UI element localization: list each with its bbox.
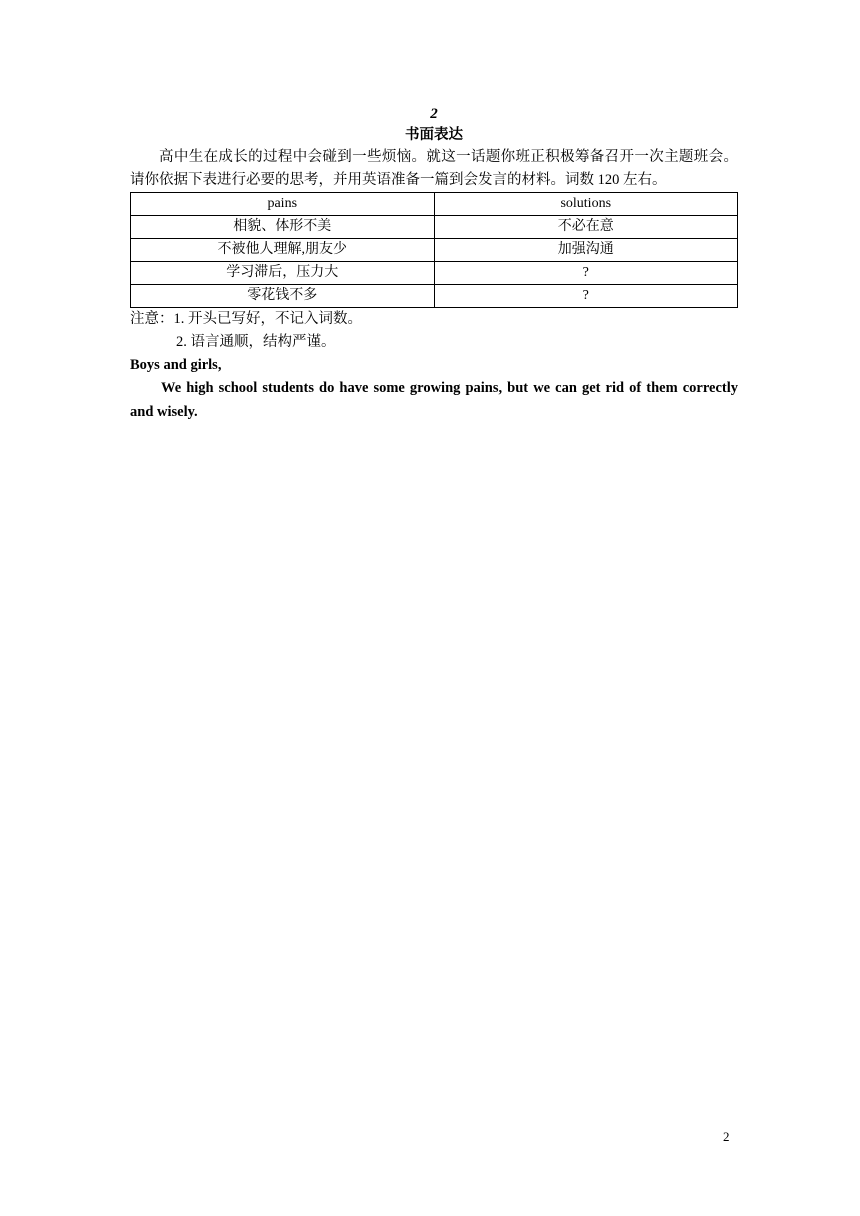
essay-greeting: Boys and girls, [130,357,222,373]
instructions-paragraph: 高中生在成长的过程中会碰到一些烦恼。就这一话题你班正积极筹备召开一次主题班会。请你依据下表进行必要的思考，并用英语准备一篇到会发言的材料。词数 120 左右。 [130,149,738,188]
pain-cell: 不被他人理解,朋友少 [131,239,435,262]
section-title: 书面表达 [405,127,463,143]
solution-cell: ? [434,262,738,285]
note-line-1: 注意：1. 开头已写好，不记入词数。 [130,311,362,327]
table-row [131,262,738,285]
page-number: 2 [723,1129,730,1144]
pains-solutions-table [130,192,738,308]
note-line-2: 2. 语言通顺，结构严谨。 [176,334,336,350]
pain-cell: 零花钱不多 [131,285,435,308]
solution-cell: 加强沟通 [434,239,738,262]
table-header-row [131,193,738,216]
pain-cell: 相貌、体形不美 [131,216,435,239]
question-number: 2 [430,106,438,122]
table-row [131,239,738,262]
solution-cell: ? [434,285,738,308]
pain-cell: 学习滞后，压力大 [131,262,435,285]
table-row [131,216,738,239]
essay-opening: We high school students do have some growing pains, but we can get rid of them correctly and wisely. [130,380,738,420]
solution-cell: 不必在意 [434,216,738,239]
table-row [131,285,738,308]
header-solutions: solutions [434,193,738,216]
header-pains: pains [131,193,435,216]
question-content [130,104,738,424]
